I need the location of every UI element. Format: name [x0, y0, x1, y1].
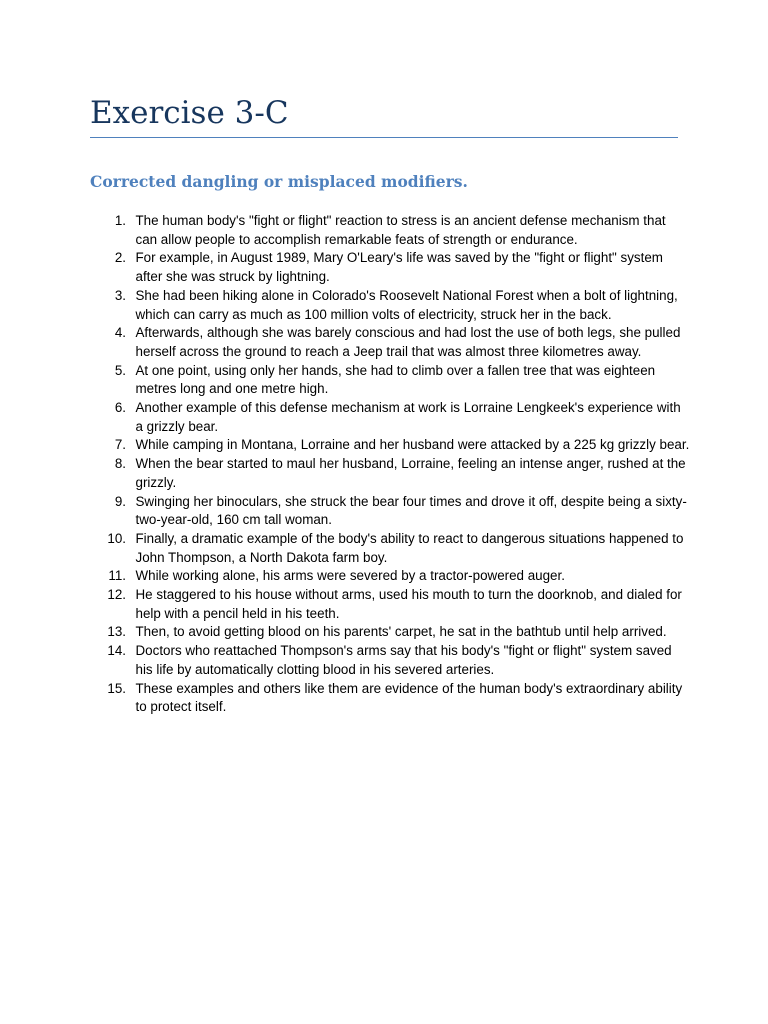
list-item-number: 13.	[107, 624, 126, 640]
list-item-number: 12.	[107, 587, 126, 603]
list-item-number: 10.	[107, 530, 126, 546]
list-item-number: 14.	[107, 643, 126, 659]
list-item-text: Swinging her binoculars, she struck the bear four times and drove it off, despite being a sixty-two-year-old, 160 cm tall woman.	[135, 493, 687, 528]
list-item-text: While working alone, his arms were severed by a tractor-powered auger.	[135, 568, 565, 584]
list-item-number: 7.	[114, 437, 126, 453]
list-item	[90, 586, 690, 623]
list-item-number: 5.	[114, 362, 126, 378]
list-item-text: While camping in Montana, Lorraine and her husband were attacked by a 225 kg grizzly bear.	[135, 437, 690, 453]
list-item	[90, 642, 690, 679]
list-item	[90, 455, 690, 492]
list-item	[90, 567, 690, 586]
list-item	[90, 399, 690, 436]
list-item	[90, 436, 690, 455]
list-item-number: 6.	[114, 400, 126, 416]
list-item-number: 11.	[108, 568, 126, 584]
list-item-text: These examples and others like them are evidence of the human body's extraordinary ability to protect itself.	[135, 680, 683, 715]
section-heading: Corrected dangling or misplaced modifiers.	[90, 172, 468, 191]
list-item-text: Afterwards, although she was barely conscious and had lost the use of both legs, she pulled herself across the ground to reach a Jeep trail that was almost three kilometres away.	[135, 325, 681, 359]
list-item-text: Then, to avoid getting blood on his parents' carpet, he sat in the bathtub until help arrived.	[135, 624, 667, 640]
list-item	[90, 324, 690, 361]
list-item	[90, 680, 690, 717]
list-item	[90, 530, 690, 567]
list-item-text: For example, in August 1989, Mary O'Leary's life was saved by the "fight or flight" system after she was struck by lightning.	[135, 250, 663, 285]
list-item-text: At one point, using only her hands, she had to climb over a fallen tree that was eighteen metres long and one metre high.	[135, 362, 656, 397]
list-item-text: He staggered to his house without arms, used his mouth to turn the doorknob, and dialed for help with a pencil held in his teeth.	[135, 587, 682, 621]
page-title: Exercise 3-C	[90, 95, 289, 131]
list-item-number: 9.	[114, 493, 126, 509]
title-divider	[90, 137, 678, 138]
list-item-text: Doctors who reattached Thompson's arms say that his body's "fight or flight" system saved his life by automatically clotting blood in his severed arteries.	[135, 643, 672, 677]
list-item-number: 4.	[114, 325, 126, 341]
list-item-number: 8.	[114, 456, 126, 472]
list-item-number: 3.	[114, 287, 126, 303]
list-item-text: Finally, a dramatic example of the body's ability to react to dangerous situations happened to John Thompson, a North Dakota farm boy.	[135, 530, 684, 565]
list-item	[90, 212, 690, 249]
exercise-list	[90, 212, 690, 717]
list-item	[90, 623, 690, 642]
list-item-text: Another example of this defense mechanism at work is Lorraine Lengkeek's experience with a grizzly bear.	[135, 400, 681, 434]
list-item-number: 1.	[114, 213, 126, 228]
list-item-text: When the bear started to maul her husband, Lorraine, feeling an intense anger, rushed at the grizzly.	[135, 456, 686, 490]
list-item	[90, 493, 690, 530]
list-item-number: 2.	[114, 250, 126, 266]
list-item	[90, 249, 690, 286]
list-item-text: She had been hiking alone in Colorado's Roosevelt National Forest when a bolt of lightning, which can carry as much as 100 million volts of electricity, struck her in the back.	[135, 287, 678, 322]
list-item-number: 15.	[107, 680, 126, 696]
list-item	[90, 287, 690, 324]
list-item	[90, 362, 690, 399]
list-item-text: The human body's "fight or flight" reaction to stress is an ancient defense mechanism that can allow people to accomplish remarkable feats of strength or endurance.	[135, 213, 666, 247]
